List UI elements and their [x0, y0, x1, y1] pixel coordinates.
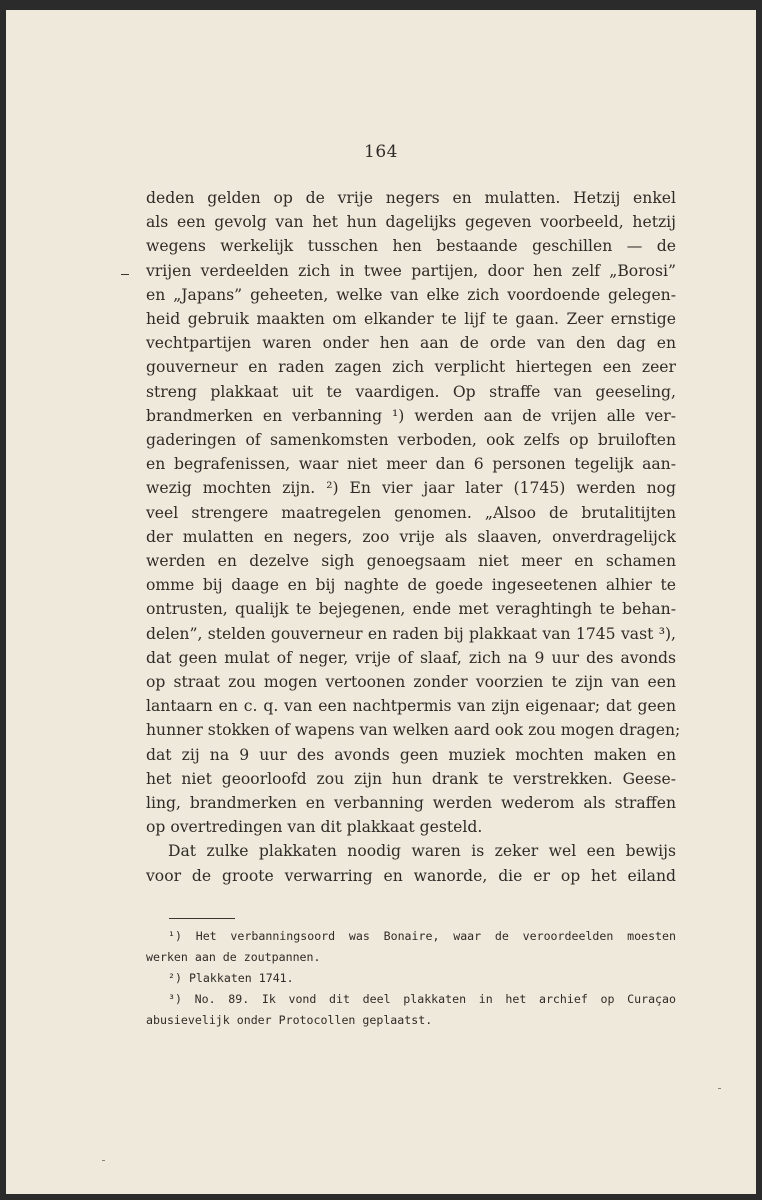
footnote-1-line-1: ¹) Het verbanningsoord was Bonaire, waar de veroordeelden moesten	[168, 929, 676, 943]
body-line-19: delen”, stelden gouverneur en raden bij plakkaat van 1745 vast ³),	[146, 624, 676, 643]
body-text	[146, 186, 681, 888]
body-line-25: het niet geoorloofd zou zijn hun drank te verstrekken. Geese-	[146, 769, 676, 788]
body-line-4: vrijen verdeelden zich in twee partijen, door hen zelf „Borosi”	[146, 261, 676, 280]
body-line-11: gaderingen of samenkomsten verboden, ook zelfs op bruiloften	[146, 431, 676, 450]
body-line-12: en begrafenissen, waar niet meer dan 6 personen tegelijk aan-	[146, 455, 676, 474]
body-line-16: werden en dezelve sigh genoegsaam niet meer en schamen	[146, 552, 676, 571]
body-line-22: lantaarn en c. q. van een nachtpermis van zijn eigenaar; dat geen	[146, 697, 676, 716]
body-line-27: op overtredingen van dit plakkaat gesteld.	[146, 818, 483, 837]
body-line-20: dat geen mulat of neger, vrije of slaaf, zich na 9 uur des avonds	[146, 648, 676, 667]
body-line-28: Dat zulke plakkaten noodig waren is zeker wel een bewijs	[168, 842, 676, 861]
body-line-8: gouverneur en raden zagen zich verplicht hiertegen een zeer	[146, 358, 676, 377]
body-line-6: heid gebruik maakten om elkander te lijf te gaan. Zeer ernstige	[146, 310, 676, 329]
footnote-divider	[169, 918, 235, 919]
scanned-page	[6, 10, 756, 1194]
body-line-18: ontrusten, qualijk te bejegenen, ende met veraghtingh te behan-	[146, 600, 676, 619]
body-line-1: deden gelden op de vrije negers en mulatten. Hetzij enkel	[146, 189, 676, 207]
body-line-24: dat zij na 9 uur des avonds geen muziek mochten maken en	[146, 745, 676, 764]
paper-speck	[102, 1160, 105, 1161]
body-line-13: wezig mochten zijn. ²) En vier jaar later (1745) werden nog	[146, 479, 676, 498]
body-line-9: streng plakkaat uit te vaardigen. Op straffe van geeseling,	[146, 382, 676, 401]
body-line-7: vechtpartijen waren onder hen aan de orde van den dag en	[146, 334, 676, 353]
body-line-2: als een gevolg van het hun dagelijks gegeven voorbeeld, hetzij	[146, 213, 676, 232]
footnote-2: ²) Plakkaten 1741.	[168, 971, 294, 985]
body-line-21: op straat zou mogen vertoonen zonder voorzien te zijn van een	[146, 673, 676, 692]
footnote-3-line-2: abusievelijk onder Protocollen geplaatst.	[146, 1013, 433, 1027]
footnote-3-line-1: ³) No. 89. Ik vond dit deel plakkaten in het archief op Curaçao	[168, 992, 676, 1006]
body-line-10: brandmerken en verbanning ¹) werden aan de vrijen alle ver-	[146, 406, 676, 425]
margin-dash-mark	[121, 274, 129, 275]
page-number: 164	[364, 142, 398, 162]
body-line-29: voor de groote verwarring en wanorde, die er op het eiland	[146, 866, 676, 885]
body-line-17: omme bij daage en bij naghte de goede ingeseetenen alhier te	[146, 576, 676, 595]
body-line-5: en „Japans” geheeten, welke van elke zich voordoende gelegen-	[146, 285, 676, 304]
footnote-1-line-2: werken aan de zoutpannen.	[146, 950, 321, 964]
body-line-26: ling, brandmerken en verbanning werden wederom als straffen	[146, 794, 676, 813]
body-line-3: wegens werkelijk tusschen hen bestaande geschillen — de	[146, 237, 676, 256]
paper-speck	[718, 1088, 721, 1089]
footnotes	[146, 926, 676, 1031]
body-line-23: hunner stokken of wapens van welken aard ook zou mogen dragen;	[146, 721, 681, 740]
body-line-14: veel strengere maatregelen genomen. „Alsoo de brutalitijten	[146, 503, 676, 522]
body-line-15: der mulatten en negers, zoo vrije als slaaven, onverdragelijck	[146, 527, 676, 546]
